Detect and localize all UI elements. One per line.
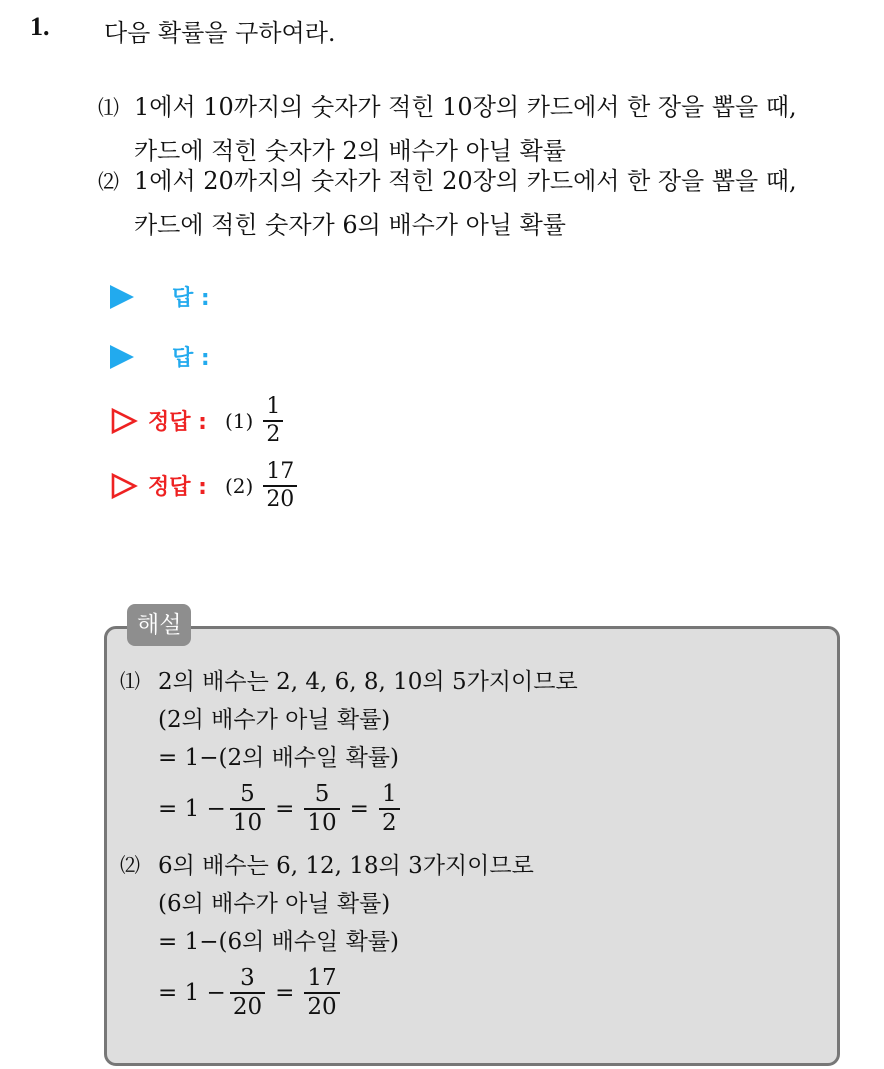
correct-answer-label: 정답 : (148, 475, 207, 501)
fraction (263, 395, 283, 447)
equation-text: = 1 − (158, 980, 226, 1006)
solution-text: = 1−(2의 배수일 확률) (158, 744, 399, 771)
fraction-denominator: 20 (266, 486, 295, 512)
equals-sign: = (349, 796, 369, 822)
sub-question-text: 1에서 20까지의 숫자가 적힌 20장의 카드에서 한 장을 뽑을 때, (134, 167, 797, 195)
correct-answer-2 (110, 460, 301, 512)
question-title: 다음 확률을 구하여라. (104, 19, 336, 47)
fraction-denominator: 20 (232, 993, 263, 1020)
solution-content (120, 660, 830, 1028)
equals-sign: = (275, 796, 295, 822)
fraction (230, 782, 265, 836)
fraction (263, 460, 297, 512)
sub-question-text: 카드에 적힌 숫자가 2의 배수가 아닐 확률 (134, 137, 566, 165)
solution-equation (120, 958, 830, 1028)
solution-line (120, 698, 830, 736)
answer-label: 답 : (172, 346, 210, 371)
solution-text: (2의 배수가 아닐 확률) (158, 706, 391, 733)
solution-marker: ⑴ (120, 668, 140, 693)
play-arrow-icon (110, 345, 134, 369)
fraction-numerator: 5 (240, 780, 255, 807)
correct-answer-value (225, 395, 287, 447)
fraction-numerator: 1 (381, 780, 397, 807)
equation-text: = 1 − (158, 796, 226, 822)
solution-text: = 1−(6의 배수일 확률) (158, 928, 399, 955)
fraction-numerator: 5 (314, 780, 330, 807)
sub-question-2 (98, 160, 878, 247)
sub-question-text: 카드에 적힌 숫자가 6의 배수가 아닐 확률 (134, 211, 566, 239)
solution-text: 2의 배수는 2, 4, 6, 8, 10의 5가지이므로 (158, 668, 578, 695)
solution-tab-label: 해설 (127, 604, 191, 646)
fraction-numerator: 1 (266, 394, 281, 419)
solution-text: (6의 배수가 아닐 확률) (158, 890, 391, 917)
fraction-denominator: 2 (381, 809, 397, 836)
solution-line (120, 920, 830, 958)
solution-line (120, 844, 830, 882)
fraction-denominator: 10 (232, 809, 263, 836)
fraction-numerator: 3 (240, 964, 255, 991)
answer-blank-2 (110, 341, 210, 372)
solution-line (120, 660, 830, 698)
play-arrow-icon (110, 285, 134, 309)
solution-text: 6의 배수는 6, 12, 18의 3가지이므로 (158, 852, 534, 879)
sub-question-marker: ⑵ (98, 170, 119, 194)
fraction (230, 966, 265, 1020)
answer-marker: (1) (224, 408, 254, 433)
sub-question-text: 1에서 10까지의 숫자가 적힌 10장의 카드에서 한 장을 뽑을 때, (134, 93, 797, 121)
correct-answer-value (225, 460, 301, 512)
answer-blank-1 (110, 281, 210, 312)
fraction-numerator: 17 (266, 459, 295, 484)
solution-line (120, 736, 830, 774)
sub-question-marker: ⑴ (98, 96, 119, 120)
fraction-denominator: 2 (266, 421, 281, 447)
fraction (304, 782, 339, 836)
question-number: 1. (30, 12, 50, 41)
fraction (304, 966, 339, 1020)
solution-line (120, 882, 830, 920)
answer-label: 답 : (172, 286, 210, 311)
outline-triangle-icon (110, 407, 138, 435)
equals-sign: = (275, 980, 295, 1006)
correct-answer-label: 정답 : (148, 410, 207, 436)
answer-marker: (2) (224, 473, 254, 498)
solution-marker: ⑵ (120, 852, 140, 877)
correct-answer-1 (110, 395, 287, 447)
outline-triangle-icon (110, 472, 138, 500)
fraction-denominator: 20 (307, 993, 337, 1020)
fraction-denominator: 10 (307, 809, 337, 836)
solution-equation (120, 774, 830, 844)
fraction (379, 782, 400, 836)
fraction-numerator: 17 (307, 964, 337, 991)
